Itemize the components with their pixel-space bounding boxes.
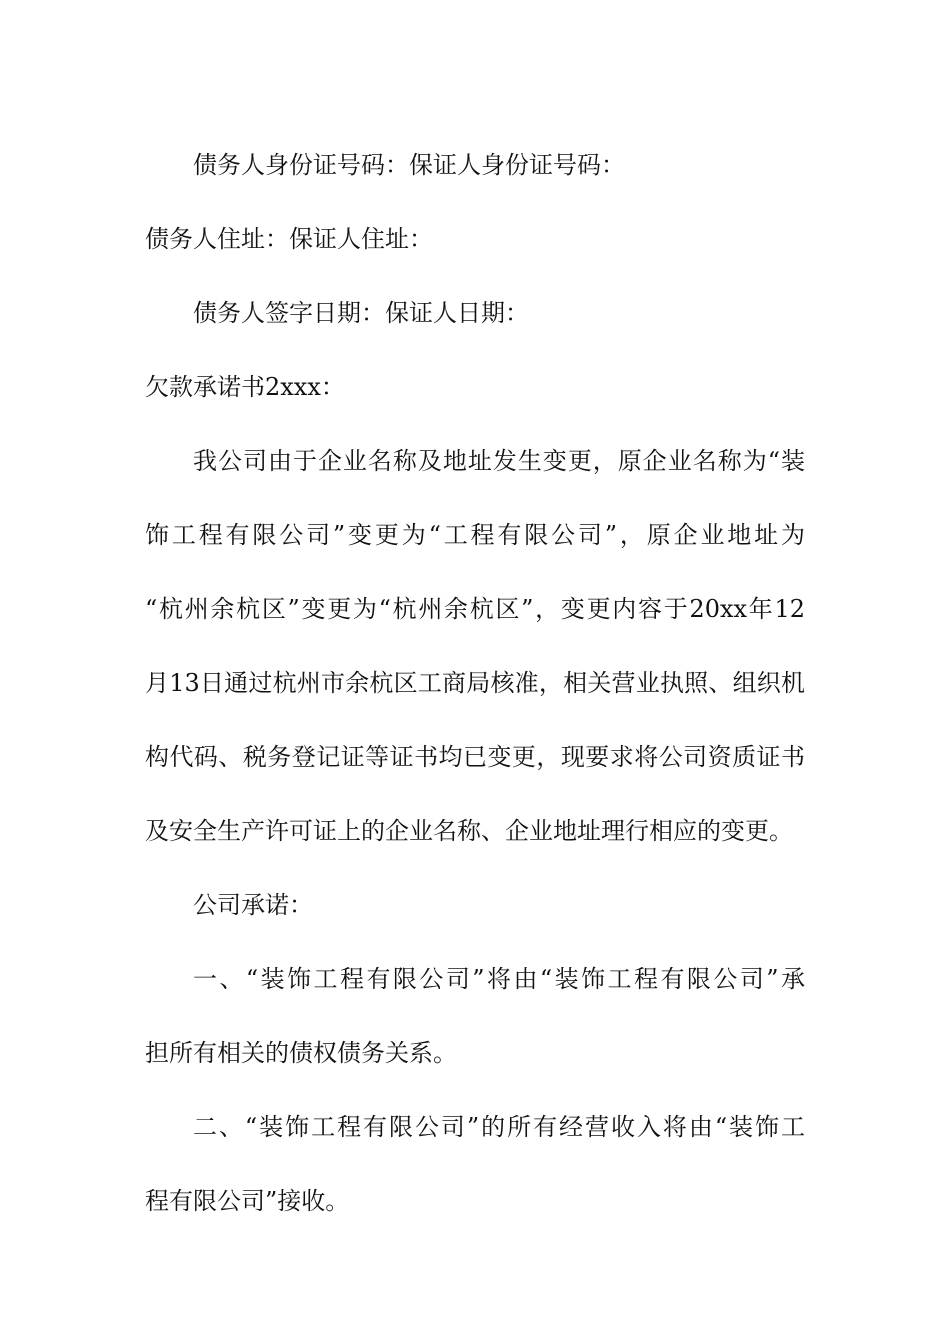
- commitment-item-line: 程有限公司”接收。: [145, 1187, 350, 1215]
- paragraph-line: 及安全生产许可证上的企业名称、企业地址理行相应的变更。: [145, 817, 793, 845]
- commitment-item-line: 担所有相关的债权债务关系。: [145, 1039, 457, 1067]
- document-body: [145, 128, 805, 1238]
- paragraph-line: 构代码、税务登记证等证书均已变更，现要求将公司资质证书: [145, 743, 805, 771]
- commitment-item-line: 一、“装饰工程有限公司”将由“装饰工程有限公司”承: [193, 965, 805, 993]
- paragraph-line: 我公司由于企业名称及地址发生变更，原企业名称为“装: [193, 447, 805, 475]
- debtor-guarantor-id-line: 债务人身份证号码：保证人身份证号码：: [193, 151, 625, 179]
- commitment-item-line: 二、“装饰工程有限公司”的所有经营收入将由“装饰工: [193, 1113, 805, 1141]
- paragraph-line: 月13日通过杭州市余杭区工商局核准，相关营业执照、组织机: [145, 669, 805, 697]
- paragraph-line: “杭州余杭区”变更为“杭州余杭区”，变更内容于20xx年12: [145, 595, 805, 623]
- paragraph-line: 饰工程有限公司”变更为“工程有限公司”，原企业地址为: [145, 521, 805, 549]
- section-heading: 欠款承诺书2xxx：: [145, 373, 345, 401]
- debtor-guarantor-date-line: 债务人签字日期：保证人日期：: [193, 299, 529, 327]
- commitment-heading: 公司承诺：: [193, 891, 313, 919]
- debtor-guarantor-address-line: 债务人住址：保证人住址：: [145, 225, 433, 253]
